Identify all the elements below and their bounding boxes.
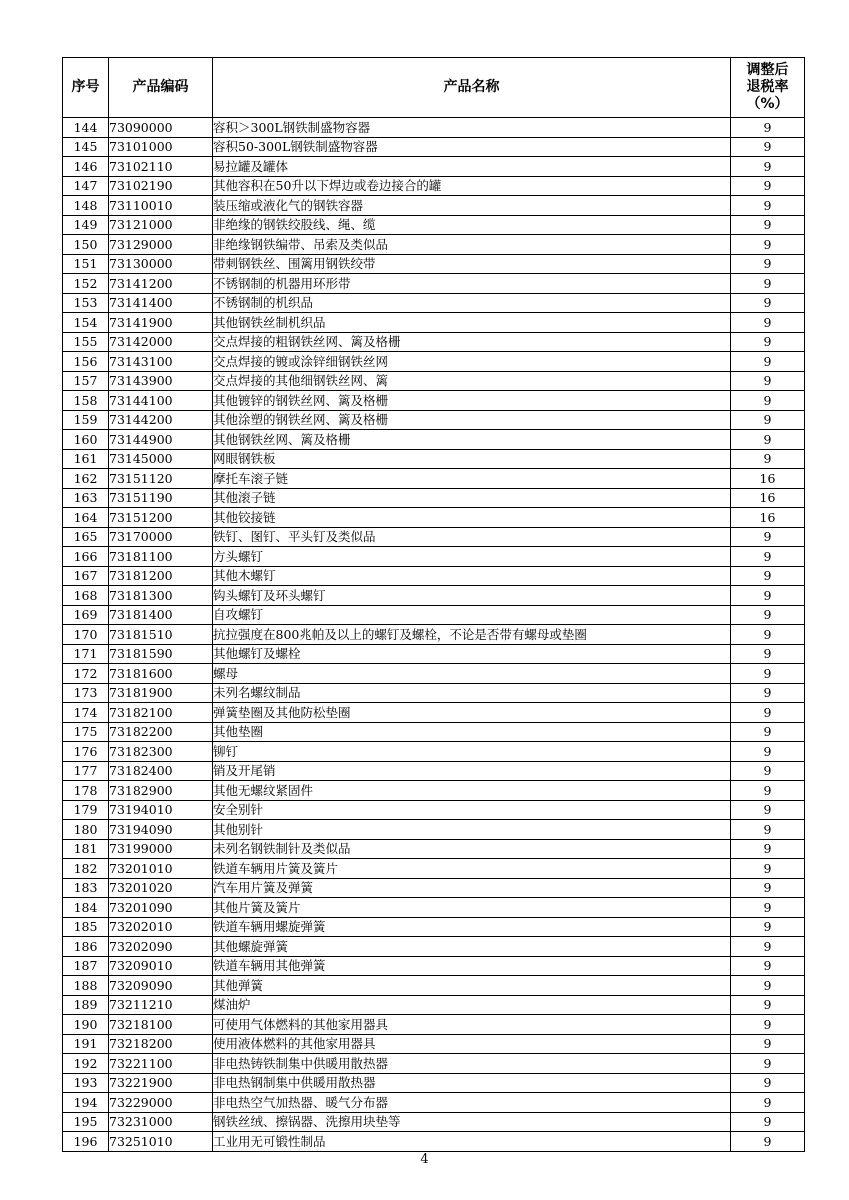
header-serial-number: 序号 [63, 58, 109, 118]
cell-rebate-rate: 9 [731, 410, 805, 430]
cell-rebate-rate: 9 [731, 1034, 805, 1054]
cell-rebate-rate: 9 [731, 371, 805, 391]
table-row [63, 449, 805, 469]
cell-rebate-rate: 9 [731, 352, 805, 372]
cell-serial-number: 156 [63, 352, 109, 372]
cell-serial-number: 163 [63, 488, 109, 508]
cell-product-name: 弹簧垫圈及其他防松垫圈 [213, 703, 731, 723]
cell-rebate-rate: 9 [731, 157, 805, 177]
table-row [63, 469, 805, 489]
cell-product-name: 煤油炉 [213, 995, 731, 1015]
cell-rebate-rate: 16 [731, 508, 805, 528]
table-row [63, 995, 805, 1015]
cell-serial-number: 186 [63, 937, 109, 957]
cell-serial-number: 192 [63, 1054, 109, 1074]
table-row [63, 586, 805, 606]
cell-serial-number: 148 [63, 196, 109, 216]
cell-product-code: 73194090 [109, 820, 213, 840]
cell-product-name: 其他弹簧 [213, 976, 731, 996]
table-row [63, 917, 805, 937]
table-row [63, 742, 805, 762]
cell-rebate-rate: 9 [731, 586, 805, 606]
cell-rebate-rate: 9 [731, 820, 805, 840]
cell-serial-number: 154 [63, 313, 109, 333]
cell-serial-number: 145 [63, 137, 109, 157]
cell-product-name: 其他涂塑的钢铁丝网、篱及格栅 [213, 410, 731, 430]
table-row [63, 157, 805, 177]
cell-product-name: 非电热空气加热器、暖气分布器 [213, 1093, 731, 1113]
cell-product-code: 73144100 [109, 391, 213, 411]
cell-product-name: 其他镀锌的钢铁丝网、篱及格栅 [213, 391, 731, 411]
cell-rebate-rate: 9 [731, 527, 805, 547]
table-row [63, 761, 805, 781]
cell-serial-number: 174 [63, 703, 109, 723]
cell-product-name: 钩头螺钉及环头螺钉 [213, 586, 731, 606]
table-row [63, 722, 805, 742]
cell-product-name: 不锈钢制的机器用环形带 [213, 274, 731, 294]
table-row [63, 839, 805, 859]
cell-rebate-rate: 9 [731, 293, 805, 313]
cell-serial-number: 155 [63, 332, 109, 352]
cell-product-name: 非绝缘钢铁编带、吊索及类似品 [213, 235, 731, 255]
cell-rebate-rate: 9 [731, 917, 805, 937]
cell-product-code: 73181300 [109, 586, 213, 606]
cell-product-code: 73182400 [109, 761, 213, 781]
cell-product-code: 73110010 [109, 196, 213, 216]
cell-serial-number: 152 [63, 274, 109, 294]
cell-product-name: 容积＞300L钢铁制盛物容器 [213, 118, 731, 138]
cell-product-name: 方头螺钉 [213, 547, 731, 567]
cell-serial-number: 161 [63, 449, 109, 469]
cell-rebate-rate: 9 [731, 215, 805, 235]
cell-product-name: 钢铁丝绒、擦锅器、洗擦用块垫等 [213, 1112, 731, 1132]
table-row [63, 1132, 805, 1152]
header-rate-line-1: 调整后 [746, 62, 789, 78]
cell-product-name: 交点焊接的粗钢铁丝网、篱及格栅 [213, 332, 731, 352]
table-row [63, 703, 805, 723]
cell-product-code: 73201020 [109, 878, 213, 898]
cell-product-name: 其他垫圈 [213, 722, 731, 742]
table-row [63, 118, 805, 138]
cell-serial-number: 150 [63, 235, 109, 255]
table-row [63, 1112, 805, 1132]
cell-product-code: 73181200 [109, 566, 213, 586]
table-body [63, 118, 805, 1152]
cell-product-code: 73201010 [109, 859, 213, 879]
table-row [63, 1054, 805, 1074]
cell-rebate-rate: 9 [731, 761, 805, 781]
cell-product-code: 73218200 [109, 1034, 213, 1054]
cell-serial-number: 180 [63, 820, 109, 840]
cell-product-name: 带刺钢铁丝、围篱用钢铁绞带 [213, 254, 731, 274]
cell-product-code: 73145000 [109, 449, 213, 469]
cell-product-code: 73211210 [109, 995, 213, 1015]
table-row [63, 352, 805, 372]
cell-rebate-rate: 9 [731, 703, 805, 723]
cell-product-code: 73130000 [109, 254, 213, 274]
cell-serial-number: 153 [63, 293, 109, 313]
cell-serial-number: 173 [63, 683, 109, 703]
cell-product-code: 73181400 [109, 605, 213, 625]
cell-serial-number: 171 [63, 644, 109, 664]
cell-rebate-rate: 9 [731, 137, 805, 157]
cell-product-code: 73231000 [109, 1112, 213, 1132]
cell-product-code: 73182300 [109, 742, 213, 762]
cell-serial-number: 162 [63, 469, 109, 489]
cell-serial-number: 147 [63, 176, 109, 196]
table-row [63, 956, 805, 976]
cell-product-name: 其他片簧及簧片 [213, 898, 731, 918]
cell-product-name: 铁道车辆用螺旋弹簧 [213, 917, 731, 937]
table-row [63, 878, 805, 898]
cell-serial-number: 167 [63, 566, 109, 586]
cell-rebate-rate: 9 [731, 176, 805, 196]
cell-rebate-rate: 9 [731, 995, 805, 1015]
cell-rebate-rate: 9 [731, 1015, 805, 1035]
cell-product-code: 73102110 [109, 157, 213, 177]
cell-product-code: 73194010 [109, 800, 213, 820]
cell-product-code: 73143900 [109, 371, 213, 391]
cell-rebate-rate: 9 [731, 683, 805, 703]
cell-serial-number: 179 [63, 800, 109, 820]
cell-serial-number: 177 [63, 761, 109, 781]
table-row [63, 508, 805, 528]
cell-serial-number: 187 [63, 956, 109, 976]
table-row [63, 1034, 805, 1054]
cell-product-name: 使用液体燃料的其他家用器具 [213, 1034, 731, 1054]
cell-product-name: 摩托车滚子链 [213, 469, 731, 489]
cell-product-code: 73151200 [109, 508, 213, 528]
table-header-row [63, 58, 805, 118]
table-row [63, 371, 805, 391]
tax-rebate-table [62, 57, 805, 1152]
cell-product-name: 螺母 [213, 664, 731, 684]
cell-serial-number: 159 [63, 410, 109, 430]
cell-product-name: 其他铰接链 [213, 508, 731, 528]
cell-product-code: 73181900 [109, 683, 213, 703]
cell-product-name: 非绝缘的钢铁绞股线、绳、缆 [213, 215, 731, 235]
cell-rebate-rate: 9 [731, 313, 805, 333]
cell-serial-number: 185 [63, 917, 109, 937]
cell-product-name: 装压缩或液化气的钢铁容器 [213, 196, 731, 216]
cell-product-code: 73181590 [109, 644, 213, 664]
cell-rebate-rate: 9 [731, 937, 805, 957]
cell-rebate-rate: 9 [731, 781, 805, 801]
table-row [63, 1093, 805, 1113]
cell-serial-number: 176 [63, 742, 109, 762]
cell-rebate-rate: 9 [731, 254, 805, 274]
table-row [63, 235, 805, 255]
cell-serial-number: 175 [63, 722, 109, 742]
cell-rebate-rate: 9 [731, 1132, 805, 1152]
cell-rebate-rate: 9 [731, 859, 805, 879]
cell-product-name: 非电热钢制集中供暖用散热器 [213, 1073, 731, 1093]
cell-product-code: 73182100 [109, 703, 213, 723]
table-row [63, 313, 805, 333]
cell-serial-number: 158 [63, 391, 109, 411]
table-row [63, 430, 805, 450]
cell-rebate-rate: 9 [731, 898, 805, 918]
cell-product-code: 73090000 [109, 118, 213, 138]
cell-product-name: 交点焊接的其他细钢铁丝网、篱 [213, 371, 731, 391]
header-rate-line-3: （%） [746, 96, 789, 112]
cell-serial-number: 172 [63, 664, 109, 684]
table-row [63, 781, 805, 801]
table-row [63, 976, 805, 996]
cell-serial-number: 194 [63, 1093, 109, 1113]
cell-rebate-rate: 9 [731, 742, 805, 762]
cell-rebate-rate: 9 [731, 1073, 805, 1093]
cell-rebate-rate: 9 [731, 547, 805, 567]
cell-product-name: 其他钢铁丝网、篱及格栅 [213, 430, 731, 450]
cell-product-code: 73202010 [109, 917, 213, 937]
cell-product-code: 73151120 [109, 469, 213, 489]
cell-serial-number: 183 [63, 878, 109, 898]
cell-serial-number: 164 [63, 508, 109, 528]
table-row [63, 547, 805, 567]
cell-serial-number: 165 [63, 527, 109, 547]
table-row [63, 937, 805, 957]
cell-serial-number: 146 [63, 157, 109, 177]
table-row [63, 566, 805, 586]
cell-product-name: 易拉罐及罐体 [213, 157, 731, 177]
cell-product-name: 安全别针 [213, 800, 731, 820]
table-row [63, 274, 805, 294]
cell-product-code: 73102190 [109, 176, 213, 196]
cell-product-name: 交点焊接的镀或涂锌细钢铁丝网 [213, 352, 731, 372]
cell-product-code: 73221100 [109, 1054, 213, 1074]
cell-product-code: 73141900 [109, 313, 213, 333]
cell-rebate-rate: 9 [731, 800, 805, 820]
cell-serial-number: 184 [63, 898, 109, 918]
cell-serial-number: 190 [63, 1015, 109, 1035]
cell-rebate-rate: 9 [731, 196, 805, 216]
table-row [63, 196, 805, 216]
table-row [63, 859, 805, 879]
header-rate-line-2: 退税率 [746, 79, 789, 95]
cell-product-name: 铆钉 [213, 742, 731, 762]
cell-serial-number: 181 [63, 839, 109, 859]
cell-product-name: 可使用气体燃料的其他家用器具 [213, 1015, 731, 1035]
cell-product-name: 自攻螺钉 [213, 605, 731, 625]
cell-product-code: 73144900 [109, 430, 213, 450]
table-row [63, 644, 805, 664]
cell-serial-number: 166 [63, 547, 109, 567]
cell-product-code: 73182200 [109, 722, 213, 742]
cell-rebate-rate: 9 [731, 976, 805, 996]
cell-product-code: 73181100 [109, 547, 213, 567]
cell-product-code: 73101000 [109, 137, 213, 157]
cell-serial-number: 144 [63, 118, 109, 138]
table-row [63, 332, 805, 352]
cell-product-name: 其他钢铁丝制机织品 [213, 313, 731, 333]
header-product-name: 产品名称 [213, 58, 731, 118]
table-row [63, 625, 805, 645]
table-row [63, 898, 805, 918]
cell-product-name: 容积50-300L钢铁制盛物容器 [213, 137, 731, 157]
table-row [63, 1073, 805, 1093]
table-row [63, 215, 805, 235]
cell-product-name: 销及开尾销 [213, 761, 731, 781]
cell-product-name: 其他无螺纹紧固件 [213, 781, 731, 801]
cell-product-name: 铁道车辆用片簧及簧片 [213, 859, 731, 879]
cell-product-name: 不锈钢制的机织品 [213, 293, 731, 313]
cell-product-code: 73199000 [109, 839, 213, 859]
cell-product-code: 73129000 [109, 235, 213, 255]
cell-product-name: 其他容积在50升以下焊边或卷边接合的罐 [213, 176, 731, 196]
cell-product-code: 73209010 [109, 956, 213, 976]
cell-product-name: 汽车用片簧及弹簧 [213, 878, 731, 898]
cell-rebate-rate: 16 [731, 488, 805, 508]
cell-rebate-rate: 9 [731, 722, 805, 742]
cell-rebate-rate: 9 [731, 664, 805, 684]
cell-rebate-rate: 9 [731, 1112, 805, 1132]
header-product-code: 产品编码 [109, 58, 213, 118]
cell-product-code: 73170000 [109, 527, 213, 547]
table-row [63, 605, 805, 625]
table-row [63, 137, 805, 157]
cell-product-name: 其他木螺钉 [213, 566, 731, 586]
table-row [63, 254, 805, 274]
cell-product-code: 73209090 [109, 976, 213, 996]
cell-product-code: 73142000 [109, 332, 213, 352]
cell-product-name: 抗拉强度在800兆帕及以上的螺钉及螺栓，不论是否带有螺母或垫圈 [213, 625, 731, 645]
cell-serial-number: 170 [63, 625, 109, 645]
cell-rebate-rate: 9 [731, 118, 805, 138]
cell-product-code: 73221900 [109, 1073, 213, 1093]
table-row [63, 683, 805, 703]
cell-rebate-rate: 9 [731, 274, 805, 294]
header-adjusted-rebate-rate [731, 58, 805, 118]
cell-product-name: 未列名钢铁制针及类似品 [213, 839, 731, 859]
cell-serial-number: 195 [63, 1112, 109, 1132]
cell-serial-number: 191 [63, 1034, 109, 1054]
cell-product-code: 73182900 [109, 781, 213, 801]
cell-rebate-rate: 9 [731, 391, 805, 411]
cell-product-name: 其他螺钉及螺栓 [213, 644, 731, 664]
cell-serial-number: 193 [63, 1073, 109, 1093]
cell-product-code: 73202090 [109, 937, 213, 957]
cell-rebate-rate: 9 [731, 878, 805, 898]
cell-product-code: 73144200 [109, 410, 213, 430]
cell-serial-number: 178 [63, 781, 109, 801]
table-row [63, 176, 805, 196]
table-row [63, 1015, 805, 1035]
cell-product-code: 73181600 [109, 664, 213, 684]
cell-product-name: 未列名螺纹制品 [213, 683, 731, 703]
cell-product-name: 非电热铸铁制集中供暖用散热器 [213, 1054, 731, 1074]
cell-rebate-rate: 9 [731, 605, 805, 625]
cell-rebate-rate: 9 [731, 449, 805, 469]
cell-product-code: 73143100 [109, 352, 213, 372]
cell-serial-number: 149 [63, 215, 109, 235]
cell-product-name: 其他别针 [213, 820, 731, 840]
table-row [63, 488, 805, 508]
cell-rebate-rate: 9 [731, 644, 805, 664]
cell-serial-number: 188 [63, 976, 109, 996]
cell-product-name: 其他螺旋弹簧 [213, 937, 731, 957]
cell-serial-number: 182 [63, 859, 109, 879]
cell-rebate-rate: 9 [731, 566, 805, 586]
cell-product-name: 工业用无可锻性制品 [213, 1132, 731, 1152]
cell-product-code: 73181510 [109, 625, 213, 645]
cell-rebate-rate: 9 [731, 839, 805, 859]
cell-product-code: 73201090 [109, 898, 213, 918]
table-row [63, 800, 805, 820]
cell-product-code: 73141400 [109, 293, 213, 313]
cell-product-name: 铁道车辆用其他弹簧 [213, 956, 731, 976]
cell-product-code: 73141200 [109, 274, 213, 294]
cell-product-name: 其他滚子链 [213, 488, 731, 508]
table-row [63, 664, 805, 684]
cell-product-code: 73251010 [109, 1132, 213, 1152]
cell-serial-number: 196 [63, 1132, 109, 1152]
cell-rebate-rate: 16 [731, 469, 805, 489]
cell-rebate-rate: 9 [731, 235, 805, 255]
cell-product-code: 73218100 [109, 1015, 213, 1035]
cell-product-code: 73229000 [109, 1093, 213, 1113]
cell-rebate-rate: 9 [731, 430, 805, 450]
cell-serial-number: 189 [63, 995, 109, 1015]
table-row [63, 820, 805, 840]
cell-serial-number: 157 [63, 371, 109, 391]
table-row [63, 527, 805, 547]
cell-product-code: 73121000 [109, 215, 213, 235]
cell-rebate-rate: 9 [731, 332, 805, 352]
cell-rebate-rate: 9 [731, 625, 805, 645]
cell-rebate-rate: 9 [731, 1054, 805, 1074]
cell-serial-number: 169 [63, 605, 109, 625]
cell-serial-number: 151 [63, 254, 109, 274]
cell-rebate-rate: 9 [731, 956, 805, 976]
cell-product-name: 铁钉、图钉、平头钉及类似品 [213, 527, 731, 547]
table-row [63, 293, 805, 313]
table-row [63, 410, 805, 430]
table-row [63, 391, 805, 411]
cell-rebate-rate: 9 [731, 1093, 805, 1113]
cell-serial-number: 160 [63, 430, 109, 450]
cell-product-name: 网眼钢铁板 [213, 449, 731, 469]
cell-product-code: 73151190 [109, 488, 213, 508]
cell-serial-number: 168 [63, 586, 109, 606]
page-number: 4 [420, 1152, 429, 1167]
